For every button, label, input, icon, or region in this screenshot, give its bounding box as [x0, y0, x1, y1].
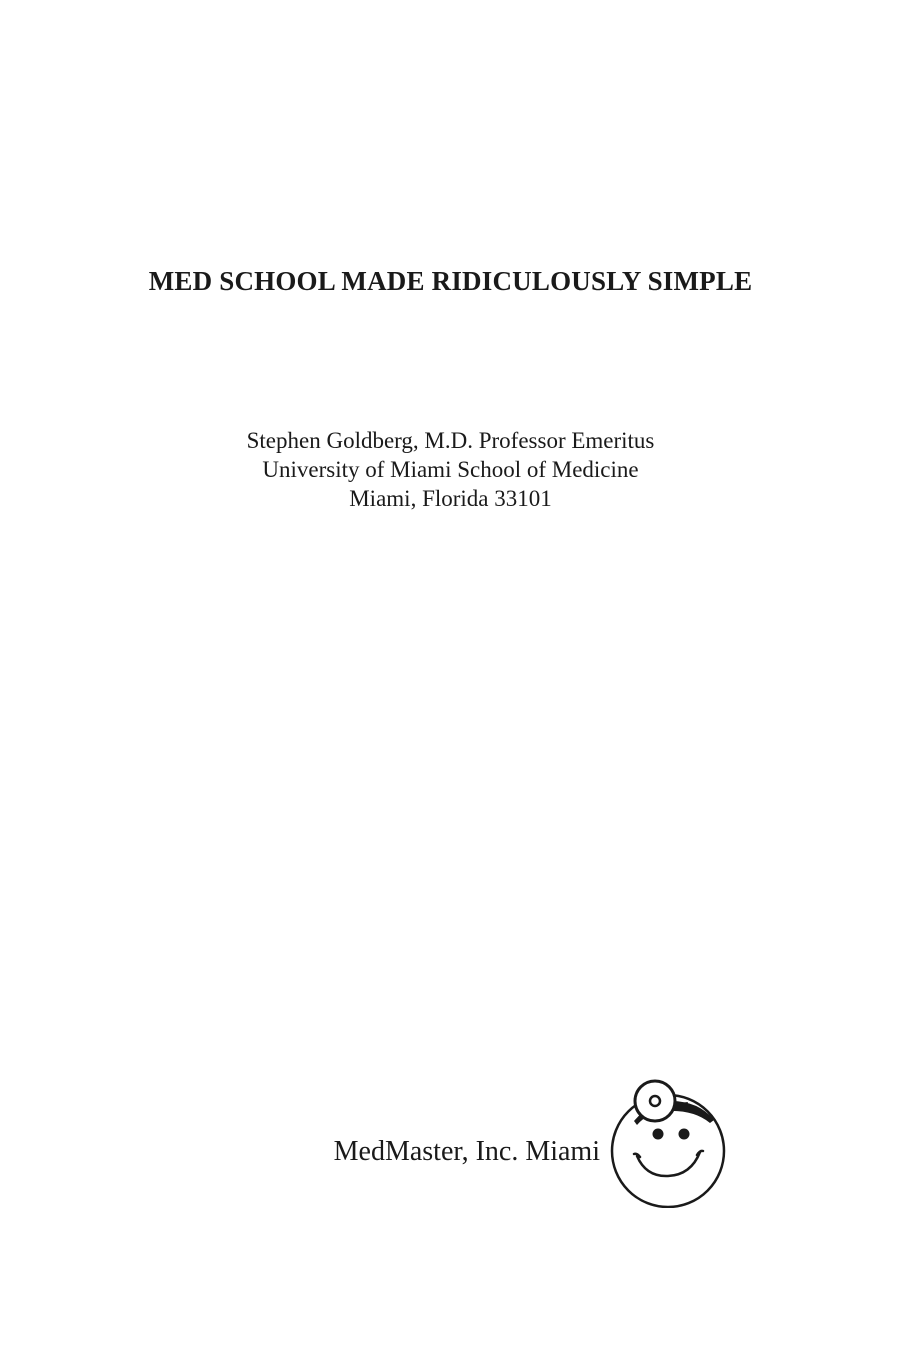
smiley-doctor-icon	[606, 1074, 732, 1208]
author-location-line: Miami, Florida 33101	[349, 486, 552, 511]
publisher-name: MedMaster, Inc. Miami	[333, 1136, 600, 1167]
author-affiliation-line: University of Miami School of Medicine	[262, 457, 639, 482]
book-title: MED SCHOOL MADE RIDICULOUSLY SIMPLE	[148, 266, 753, 296]
author-block	[0, 426, 901, 513]
author-name-line: Stephen Goldberg, M.D. Professor Emeritus	[246, 428, 655, 453]
